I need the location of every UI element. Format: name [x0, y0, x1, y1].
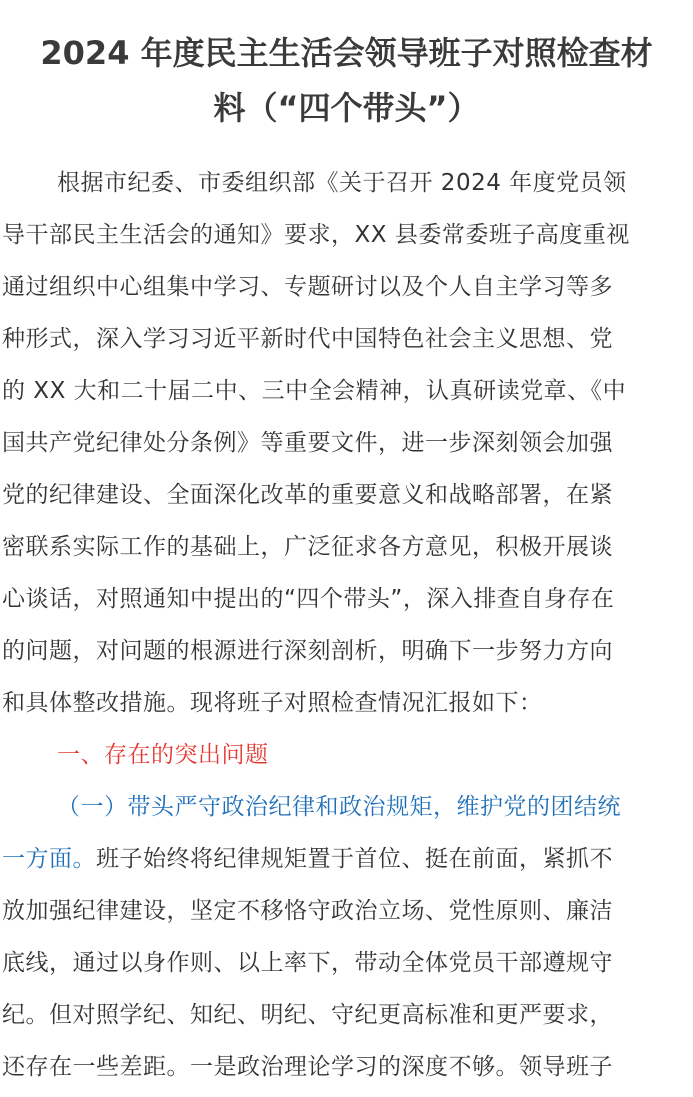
- body-line-4: 种形式，深入学习习近平新时代中国特色社会主义思想、党: [2, 326, 613, 352]
- body-line-5: 的 XX 大和二十届二中、三中全会精神，认真研读党章、《中: [2, 378, 627, 404]
- subsection-heading-1: （一）带头严守政治纪律和政治规矩，维护党的团结统: [57, 794, 621, 820]
- subsection-1-text-start: 班子始终将纪律规矩置于首位、挺在前面，紧抓不: [96, 846, 613, 872]
- document-title: [0, 26, 693, 136]
- subsection-1-line-3: 底线，通过以身作则、以上率下，带动全体党员干部遵规守: [2, 950, 613, 976]
- subsection-heading-1-end: 一方面。: [2, 846, 96, 872]
- body-line-8: 密联系实际工作的基础上，广泛征求各方意见，积极开展谈: [2, 534, 613, 560]
- section-heading-1: 一、存在的突出问题: [57, 742, 269, 768]
- subsection-1-line-4: 纪。但对照学纪、知纪、明纪、守纪更高标准和更严要求，: [2, 1002, 613, 1028]
- body-line-9: 心谈话，对照通知中提出的“四个带头”，深入排查自身存在: [2, 586, 615, 612]
- body-line-1: 根据市纪委、市委组织部《关于召开 2024 年度党员领: [57, 170, 627, 196]
- title-line2: 料（“四个带头”）: [213, 89, 480, 127]
- body-line-7: 党的纪律建设、全面深化改革的重要意义和战略部署，在紧: [2, 482, 613, 508]
- subsection-1-line-1: [2, 842, 613, 876]
- body-line-11: 和具体整改措施。现将班子对照检查情况汇报如下：: [2, 690, 543, 716]
- body-line-2: 导干部民主生活会的通知》要求，XX 县委常委班子高度重视: [2, 222, 630, 248]
- subsection-1-line-2: 放加强纪律建设，坚定不移恪守政治立场、党性原则、廉洁: [2, 898, 613, 924]
- body-line-6: 国共产党纪律处分条例》等重要文件，进一步深刻领会加强: [2, 430, 613, 456]
- body-line-3: 通过组织中心组集中学习、专题研讨以及个人自主学习等多: [2, 274, 613, 300]
- title-year: 2024: [40, 34, 130, 72]
- subsection-1-line-5: 还存在一些差距。一是政治理论学习的深度不够。领导班子: [2, 1054, 613, 1080]
- title-line1-text: 年度民主生活会领导班子对照检查材: [129, 34, 653, 72]
- body-line-10: 的问题，对问题的根源进行深刻剖析，明确下一步努力方向: [2, 638, 613, 664]
